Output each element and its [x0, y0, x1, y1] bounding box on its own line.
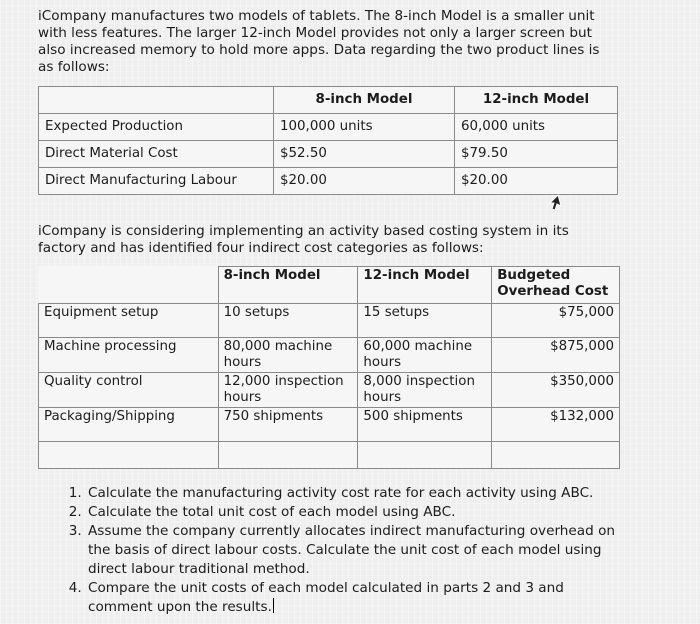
- cell-8inch: 750 shipments: [218, 408, 358, 442]
- header-cell-empty: [39, 267, 219, 304]
- intro-line: also increased memory to hold more apps. Data regarding the two product lines is: [38, 42, 600, 58]
- cell-overhead: $350,000: [492, 373, 620, 408]
- row-label: Expected Production: [39, 114, 274, 141]
- header-cell-budgeted-overhead: [492, 267, 620, 304]
- intro-line: with less features. The larger 12-inch Model provides not only a larger screen but: [38, 25, 592, 41]
- question-item: [86, 503, 656, 522]
- question-line: comment upon the results.: [88, 599, 272, 615]
- text-cursor: [273, 598, 274, 613]
- cell-overhead: $75,000: [492, 304, 620, 338]
- row-label: Direct Material Cost: [39, 141, 274, 168]
- abc-intro-line: iCompany is considering implementing an activity based costing system in its: [38, 223, 569, 239]
- empty-cell: [218, 442, 358, 469]
- empty-cell: [39, 442, 219, 469]
- cell-12inch: $79.50: [455, 141, 618, 168]
- cell-8inch: $20.00: [274, 168, 455, 195]
- product-data-table: [38, 86, 618, 195]
- budget-header-line: Budgeted: [497, 268, 571, 283]
- cell-12inch: [358, 373, 492, 408]
- activity-label: Packaging/Shipping: [39, 408, 219, 442]
- intro-line: iCompany manufactures two models of tablets. The 8-inch Model is a smaller unit: [38, 8, 595, 24]
- cell-overhead: $875,000: [492, 338, 620, 373]
- cell-8inch: $52.50: [274, 141, 455, 168]
- cell-line: 80,000 machine: [223, 339, 333, 354]
- budget-header-line: Overhead Cost: [497, 284, 609, 299]
- cell-line: hours: [223, 390, 262, 405]
- table-header-row: [39, 267, 620, 304]
- activity-label: Machine processing: [39, 338, 219, 373]
- question-line: Assume the company currently allocates indirect manufacturing overhead on: [88, 523, 616, 539]
- question-line: Calculate the manufacturing activity cost rate for each activity using ABC.: [88, 485, 594, 501]
- activity-cost-table: [38, 266, 620, 469]
- empty-cell: [358, 442, 492, 469]
- cell-line: 60,000 machine: [363, 339, 473, 354]
- cell-overhead: $132,000: [492, 408, 620, 442]
- intro-paragraph: [38, 8, 600, 76]
- cell-line: hours: [363, 390, 402, 405]
- cell-line: hours: [363, 355, 402, 370]
- cell-8inch: 100,000 units: [274, 114, 455, 141]
- cell-12inch: $20.00: [455, 168, 618, 195]
- table-row: [39, 373, 620, 408]
- table-row: [39, 114, 618, 141]
- table-row: [39, 168, 618, 195]
- question-line: the basis of direct labour costs. Calculate the unit cost of each model using: [88, 542, 602, 558]
- question-list: [60, 484, 656, 617]
- intro-line: as follows:: [38, 59, 110, 75]
- question-line: Compare the unit costs of each model calculated in parts 2 and 3 and: [88, 580, 564, 596]
- cell-line: 8,000 inspection: [363, 374, 475, 389]
- header-cell-8inch: 8-inch Model: [218, 267, 358, 304]
- activity-label: Quality control: [39, 373, 219, 408]
- activity-label: Equipment setup: [39, 304, 219, 338]
- table-row: [39, 338, 620, 373]
- cell-line: hours: [223, 355, 262, 370]
- table-row: [39, 408, 620, 442]
- question-item: [86, 484, 656, 503]
- question-item: [86, 579, 656, 617]
- empty-cell: [492, 442, 620, 469]
- header-cell-12inch: 12-inch Model: [455, 87, 618, 114]
- header-cell-12inch: 12-inch Model: [358, 267, 492, 304]
- cell-12inch: 15 setups: [358, 304, 492, 338]
- table-row: [39, 141, 618, 168]
- question-line: Calculate the total unit cost of each model using ABC.: [88, 504, 456, 520]
- table-row-empty: [39, 442, 620, 469]
- cell-12inch: [358, 338, 492, 373]
- cell-8inch: [218, 338, 358, 373]
- mouse-pointer-icon: [548, 194, 562, 212]
- row-label: Direct Manufacturing Labour: [39, 168, 274, 195]
- cell-12inch: 500 shipments: [358, 408, 492, 442]
- table-row: [39, 304, 620, 338]
- cell-8inch: 10 setups: [218, 304, 358, 338]
- cell-12inch: 60,000 units: [455, 114, 618, 141]
- cell-line: 12,000 inspection: [223, 374, 344, 389]
- question-item: [86, 522, 656, 579]
- cell-8inch: [218, 373, 358, 408]
- abc-intro-line: factory and has identified four indirect cost categories as follows:: [38, 240, 484, 256]
- question-line: direct labour traditional method.: [88, 561, 310, 577]
- abc-intro-paragraph: [38, 223, 569, 257]
- table-header-row: [39, 87, 618, 114]
- header-cell-empty: [39, 87, 274, 114]
- header-cell-8inch: 8-inch Model: [274, 87, 455, 114]
